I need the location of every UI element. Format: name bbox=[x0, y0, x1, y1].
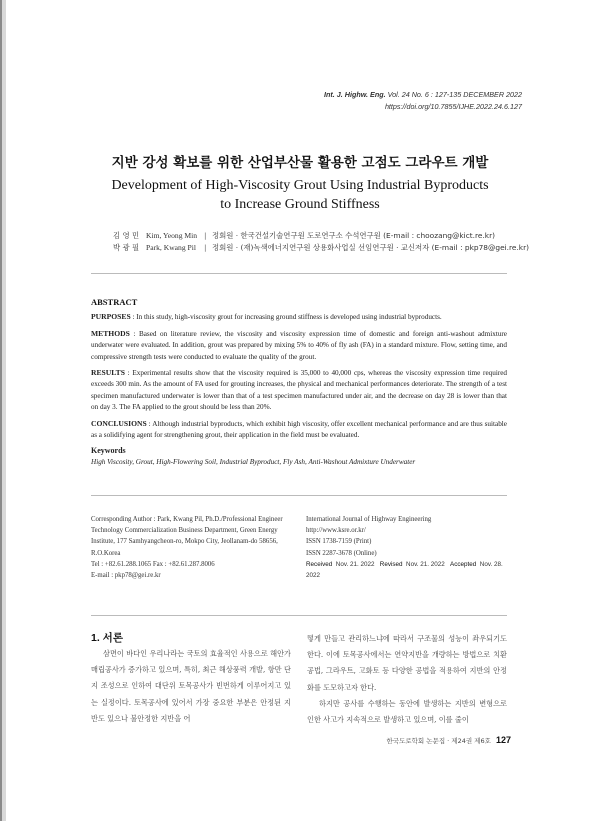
journal-citation bbox=[324, 89, 522, 113]
abstract-conclusions bbox=[91, 418, 507, 442]
abstract-section bbox=[91, 297, 507, 468]
issn-print: ISSN 1738-7159 (Print) bbox=[306, 538, 372, 546]
author-affiliation: 정회원 · 한국건설기술연구원 도로연구소 수석연구원 (E-mail : choozang@kict.re.kr) bbox=[212, 231, 495, 240]
corresponding-author-block bbox=[91, 514, 301, 581]
journal-full-name: International Journal of Highway Engineering bbox=[306, 516, 432, 523]
revised-label: Revised bbox=[379, 560, 403, 568]
author-name-english: Kim, Yeong Min bbox=[146, 231, 198, 240]
author-name-korean: 김 영 민 bbox=[113, 231, 140, 240]
accepted-date: Nov. 28. 2022 bbox=[306, 560, 503, 580]
author-separator: | bbox=[204, 242, 207, 252]
title-english-line2: to Increase Ground Stiffness bbox=[220, 197, 380, 212]
title-english bbox=[0, 176, 600, 214]
conclusions-label: CONCLUSIONS bbox=[91, 418, 147, 428]
accepted-label: Accepted bbox=[450, 560, 477, 568]
corr-line: Institute, 177 Samhyangcheon-ro, Mokpo City, Jeollanam-do 58656, bbox=[91, 538, 278, 546]
abstract-results bbox=[91, 367, 507, 414]
body-column-right bbox=[307, 631, 507, 728]
body-paragraph: 삼면이 바다인 우리나라는 국토의 효율적인 사용으로 해안가 매립공사가 증가하고 있으며, 특히, 최근 해상풍력 개발, 항만 단지 조성으로 인하여 대단위 토목공사가 빈번하게 이루어지고 있는 실정이다. 토목공사에 있어서 가장 중요한 부분은 안정된 지반도 있으나 불안정한 지반을 어 bbox=[91, 649, 291, 723]
purposes-label: PURPOSES bbox=[91, 312, 131, 322]
conclusions-text: : Although industrial byproducts, which exhibit high viscosity, offer excellent mechanical performance and are thus suitable as a solidifying agent for strengthening grout, their application in the field must be evaluated. bbox=[91, 419, 507, 440]
divider-lower bbox=[91, 615, 507, 616]
received-label: Received bbox=[306, 560, 333, 568]
revised-date: Nov. 21. 2022 bbox=[406, 560, 445, 568]
methods-label: METHODS bbox=[91, 328, 130, 338]
page-side-edge bbox=[0, 0, 2, 821]
history-dates bbox=[306, 559, 511, 581]
body-paragraph: 하지만 공사를 수행하는 동안에 발생하는 지반의 변형으로 인한 사고가 지속적으로 발생하고 있으며, 이를 줄이 bbox=[307, 698, 507, 725]
issn-online: ISSN 2287-3678 (Online) bbox=[306, 549, 377, 557]
doi-link[interactable]: https://doi.org/10.7855/IJHE.2022.24.6.127 bbox=[384, 102, 522, 111]
abstract-methods bbox=[91, 328, 507, 363]
page-footer bbox=[387, 735, 511, 745]
journal-name: Int. J. Highw. Eng. bbox=[324, 90, 386, 99]
journal-info-block bbox=[306, 514, 511, 581]
corr-line: R.O.Korea bbox=[91, 549, 121, 557]
footer-journal: 한국도로학회 논문집 · 제24권 제6호 bbox=[386, 737, 491, 745]
author-name-korean: 박 광 필 bbox=[113, 242, 140, 252]
body-paragraph: 떻게 만들고 관리하느냐에 따라서 구조물의 성능이 좌우되기도 한다. 이에 토목공사에서는 연약지반을 개량하는 방법으로 치환공법, 그라우트, 고화토 등 다양한 공법을 적용하여 지반의 안정화를 도모하고자 한다. bbox=[307, 634, 507, 692]
methods-text: : Based on literature review, the viscosity and viscosity expression time of domestic and foreign anti-washout admixture underwater were evaluated. In addition, grout was prepared by mixing 5% to 40% of fly ash (FA) in a standard mixture. Flow, setting time, and compressive strength tests were conducted to evaluate the quality of the grout. bbox=[91, 329, 507, 361]
title-korean: 지반 강성 확보를 위한 산업부산물 활용한 고점도 그라우트 개발 bbox=[111, 155, 489, 171]
page-number: 127 bbox=[495, 735, 511, 745]
corr-line: Technology Commercialization Business Department, Green Energy bbox=[91, 527, 278, 535]
abstract-heading: ABSTRACT bbox=[91, 297, 138, 307]
purposes-text: : In this study, high-viscosity grout for increasing ground stiffness is developed using industrial byproducts. bbox=[130, 313, 442, 322]
divider-top bbox=[91, 273, 507, 274]
journal-url[interactable]: http://www.ksre.or.kr/ bbox=[306, 527, 366, 535]
section-heading: 1. 서론 bbox=[91, 632, 123, 644]
divider-middle bbox=[91, 495, 507, 496]
author-list bbox=[113, 230, 529, 253]
received-date: Nov. 21. 2022 bbox=[335, 560, 375, 568]
keywords-text: High Viscosity, Grout, High-Flowering Soil, Industrial Byproduct, Fly Ash, Anti-Washout Admixture Underwater bbox=[91, 457, 416, 466]
author-separator: | bbox=[204, 231, 207, 240]
results-label: RESULTS bbox=[91, 368, 125, 378]
author-affiliation: 정회원 · (재)녹색에너지연구원 상용화사업실 선임연구원 · 교신저자 (E-mail : pkp78@gei.re.kr) bbox=[212, 242, 529, 252]
corr-line: Corresponding Author : Park, Kwang Pil, Ph.D./Professional Engineer bbox=[91, 516, 283, 523]
corr-email: E-mail : pkp78@gei.re.kr bbox=[91, 572, 161, 580]
keywords-heading: Keywords bbox=[91, 446, 126, 456]
body-column-left bbox=[91, 646, 291, 727]
results-text: : Experimental results show that the viscosity required is 35,000 to 40,000 cps, whereas the viscosity expression time required exceeds 300 min. As the amount of FA used for grouting increases, the physical and mechanical performances deteriorate. The strength of a test specimen manufactured underwater is lower than that of a test specimen manufactured under air, and the decrease on day 28 is lower than that on day 3. The FA applied to the grout should be less than 20%. bbox=[91, 369, 507, 412]
volume-info: Vol. 24 No. 6 : 127-135 DECEMBER 2022 bbox=[387, 90, 522, 99]
author-row bbox=[113, 230, 529, 242]
author-name-english: Park, Kwang Pil bbox=[146, 242, 196, 252]
author-row bbox=[113, 242, 529, 254]
corr-line: Tel : +82.61.288.1065 Fax : +82.61.287.8006 bbox=[91, 560, 215, 568]
abstract-purposes bbox=[91, 311, 507, 323]
title-english-line1: Development of High-Viscosity Grout Using Industrial Byproducts bbox=[111, 178, 489, 193]
